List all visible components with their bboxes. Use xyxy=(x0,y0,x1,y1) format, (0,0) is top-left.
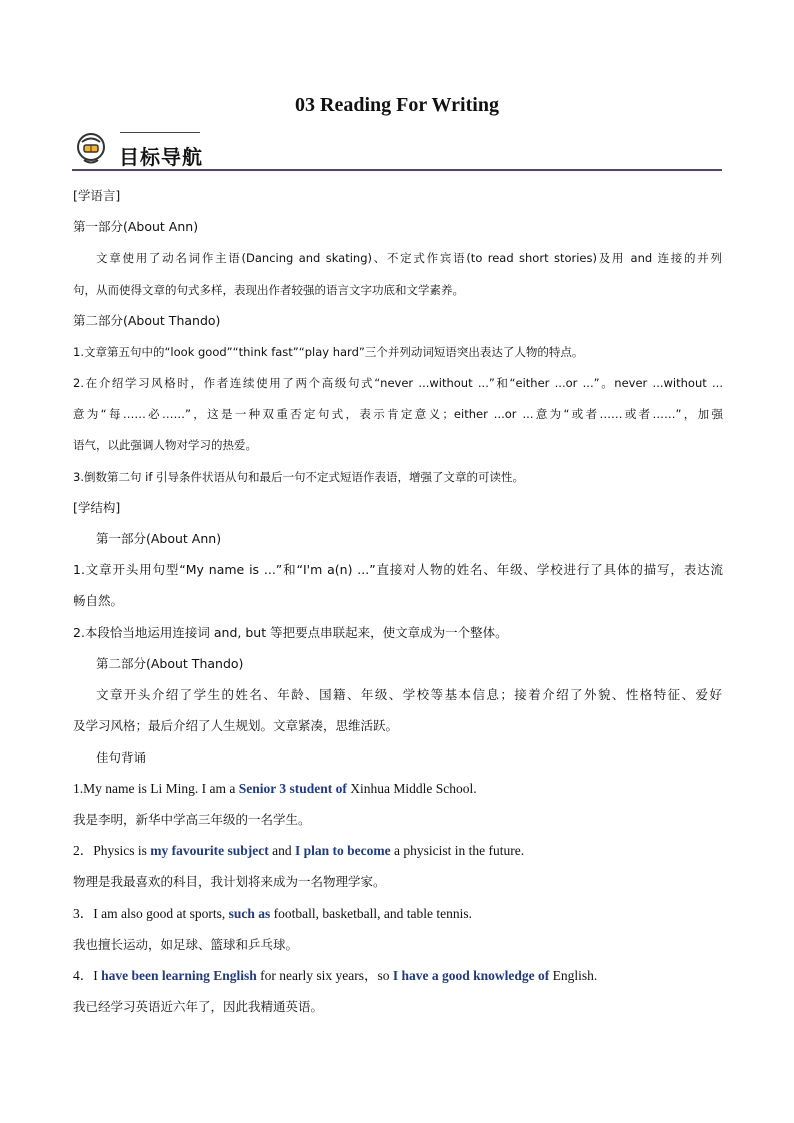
reading-person-icon xyxy=(74,132,108,166)
paragraph-line: 句，从而使得文章的句式多样，表现出作者较强的语言文字功底和文学素养。 xyxy=(73,283,464,297)
paragraph-line: [学结构] xyxy=(73,500,121,515)
sentence-translation: 我也擅长运动，如足球、篮球和乒乓球。 xyxy=(73,937,299,952)
highlighted-phrase: such as xyxy=(228,906,271,921)
paragraph-line: 语气，以此强调人物对学习的热爱。 xyxy=(73,438,257,452)
header-divider xyxy=(72,169,722,171)
highlighted-phrase: I plan to become xyxy=(295,843,391,858)
paragraph-line: 2.本段恰当地运用连接词 and, but 等把要点串联起来，使文章成为一个整体。 xyxy=(73,625,508,640)
example-sentence: 1.My name is Li Ming. I am a Senior 3 student of Xinhua Middle School. xyxy=(73,781,477,796)
paragraph-line: 及学习风格；最后介绍了人生规划。文章紧凑，思维活跃。 xyxy=(73,718,399,733)
example-sentence: 4．I have been learning English for nearly six years，so I have a good knowledge of English. xyxy=(73,968,598,983)
highlighted-phrase: Senior 3 student of xyxy=(238,781,347,796)
example-sentence: 3．I am also good at sports, such as football, basketball, and table tennis. xyxy=(73,906,472,921)
document-title: 03 Reading For Writing xyxy=(295,94,499,116)
highlighted-phrase: I have a good knowledge of xyxy=(392,968,550,983)
paragraph-line: 佳句背诵 xyxy=(96,750,147,765)
paragraph-line: 文章开头介绍了学生的姓名、年龄、国籍、年级、学校等基本信息；接着介绍了外貌、性格特征、爱好 xyxy=(96,687,722,702)
paragraph-line: 2.在介绍学习风格时，作者连续使用了两个高级句式“never ...without ...”和“either ...or ...”。never ...without ... xyxy=(73,376,723,390)
paragraph-line: 文章使用了动名词作主语(Dancing and skating)、不定式作宾语(to read short stories)及用 and 连接的并列 xyxy=(96,251,722,265)
paragraph-line: 1.文章第五句中的“look good”“think fast”“play hard”三个并列动词短语突出表达了人物的特点。 xyxy=(73,345,584,359)
highlighted-phrase: have been learning English xyxy=(101,968,257,983)
section-header xyxy=(72,128,722,174)
example-sentence: 2．Physics is my favourite subject and I plan to become a physicist in the future. xyxy=(73,843,525,858)
sentence-translation: 我已经学习英语近六年了，因此我精通英语。 xyxy=(73,999,324,1014)
paragraph-line: 第一部分(About Ann) xyxy=(73,219,199,234)
paragraph-line: 第二部分(About Thando) xyxy=(96,656,244,671)
sentence-translation: 我是李明，新华中学高三年级的一名学生。 xyxy=(73,812,311,827)
highlighted-phrase: my favourite subject xyxy=(150,843,269,858)
paragraph-line: 第一部分(About Ann) xyxy=(96,531,222,546)
paragraph-line: 第二部分(About Thando) xyxy=(73,313,221,328)
paragraph-line: 1.文章开头用句型“My name is ...”和“I'm a(n) ...”直接对人物的姓名、年级、学校进行了具体的描写，表达流 xyxy=(73,562,723,577)
paragraph-line: 3.倒数第二句 if 引导条件状语从句和最后一句不定式短语作表语，增强了文章的可读性。 xyxy=(73,470,525,484)
section-heading: 目标导航 xyxy=(119,145,203,169)
paragraph-line: 畅自然。 xyxy=(73,593,124,608)
sentence-translation: 物理是我最喜欢的科目，我计划将来成为一名物理学家。 xyxy=(73,874,386,889)
paragraph-line: 意为“每……必……”，这是一种双重否定句式，表示肯定意义；either ...or ...意为“或者……或者……”，加强 xyxy=(73,407,723,421)
header-top-line xyxy=(120,132,200,133)
paragraph-line: [学语言] xyxy=(73,188,121,203)
